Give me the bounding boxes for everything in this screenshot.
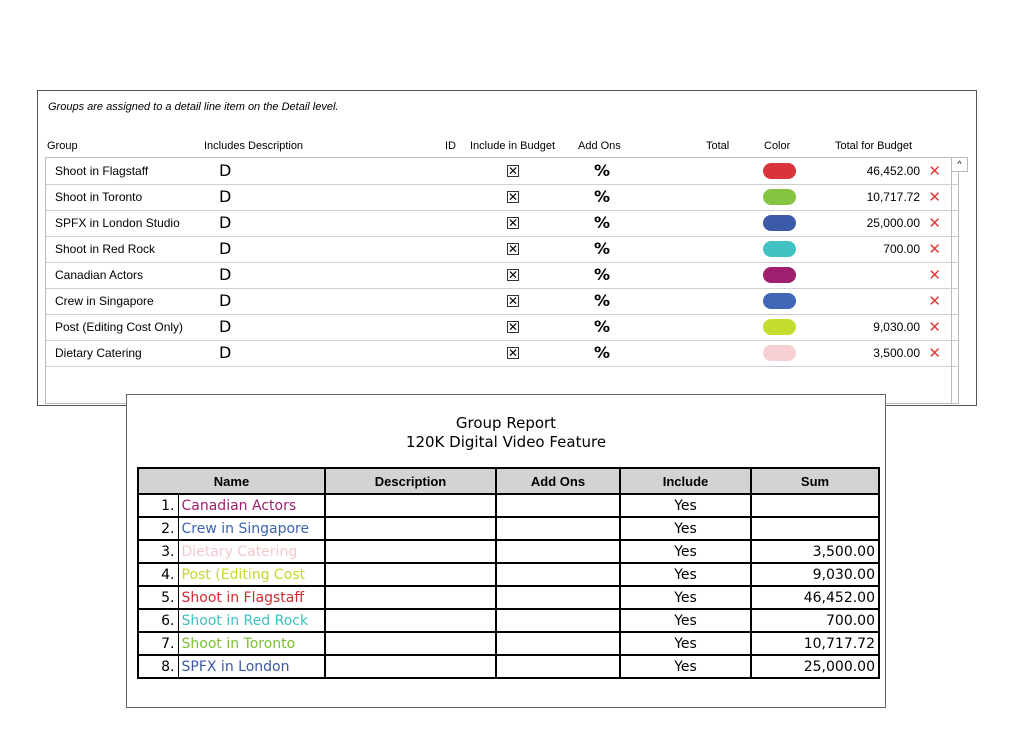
color-swatch[interactable] — [763, 163, 796, 179]
delete-icon[interactable]: ✕ — [928, 240, 941, 258]
report-description — [325, 517, 496, 540]
report-description — [325, 609, 496, 632]
header-total-for-budget[interactable]: Total for Budget — [835, 140, 913, 152]
report-row — [138, 655, 879, 678]
description-icon[interactable]: D — [219, 291, 232, 310]
color-swatch[interactable] — [763, 345, 796, 361]
report-add-ons — [496, 494, 620, 517]
include-in-budget-checkbox[interactable]: ✕ — [508, 294, 519, 308]
report-row — [138, 563, 879, 586]
description-icon[interactable]: D — [219, 317, 232, 336]
group-name[interactable]: Dietary Catering — [55, 346, 142, 360]
header-id[interactable]: ID — [445, 140, 456, 152]
group-name[interactable]: Canadian Actors — [55, 268, 144, 282]
include-in-budget-checkbox[interactable]: ✕ — [508, 242, 519, 256]
report-sum: 700.00 — [751, 609, 879, 632]
delete-icon[interactable]: ✕ — [928, 162, 941, 180]
group-row[interactable] — [46, 210, 958, 237]
color-swatch[interactable] — [763, 241, 796, 257]
description-icon[interactable]: D — [219, 343, 232, 362]
row-number: 4. — [138, 563, 178, 586]
description-icon[interactable]: D — [219, 265, 232, 284]
include-in-budget-checkbox[interactable]: ✕ — [508, 190, 519, 204]
header-color[interactable]: Color — [764, 140, 791, 152]
report-include: Yes — [620, 632, 751, 655]
row-number: 5. — [138, 586, 178, 609]
report-group-name: Dietary Catering — [178, 540, 325, 563]
color-swatch[interactable] — [763, 215, 796, 231]
report-add-ons — [496, 540, 620, 563]
report-subtitle: 120K Digital Video Feature — [405, 433, 607, 451]
report-add-ons — [496, 609, 620, 632]
report-row — [138, 586, 879, 609]
add-ons-percent-icon[interactable]: % — [594, 187, 611, 206]
description-icon[interactable]: D — [219, 213, 232, 232]
report-description — [325, 655, 496, 678]
report-add-ons — [496, 517, 620, 540]
row-number: 7. — [138, 632, 178, 655]
add-ons-percent-icon[interactable]: % — [594, 265, 611, 284]
total-for-budget-value: 46,452.00 — [866, 164, 920, 178]
report-header-add-ons: Add Ons — [496, 468, 620, 494]
report-group-name: Crew in Singapore — [178, 517, 325, 540]
add-ons-percent-icon[interactable]: % — [594, 343, 611, 362]
row-number: 1. — [138, 494, 178, 517]
groups-note: Groups are assigned to a detail line item on the Detail level. — [48, 101, 339, 113]
report-sum: 46,452.00 — [751, 586, 879, 609]
include-in-budget-checkbox[interactable]: ✕ — [508, 320, 519, 334]
report-row — [138, 609, 879, 632]
group-name[interactable]: Shoot in Toronto — [55, 190, 143, 204]
group-row[interactable] — [46, 158, 958, 185]
report-description — [325, 586, 496, 609]
groups-panel — [37, 90, 977, 406]
total-for-budget-value: 10,717.72 — [866, 190, 920, 204]
include-in-budget-checkbox[interactable]: ✕ — [508, 346, 519, 360]
group-name[interactable]: SPFX in London Studio — [55, 216, 180, 230]
group-row[interactable] — [46, 288, 958, 315]
report-include: Yes — [620, 563, 751, 586]
report-group-name: Shoot in Flagstaff — [178, 586, 325, 609]
row-number: 6. — [138, 609, 178, 632]
row-number: 3. — [138, 540, 178, 563]
delete-icon[interactable]: ✕ — [928, 188, 941, 206]
add-ons-percent-icon[interactable]: % — [594, 317, 611, 336]
include-in-budget-checkbox[interactable]: ✕ — [508, 268, 519, 282]
total-for-budget-value: 700.00 — [883, 242, 920, 256]
report-row — [138, 632, 879, 655]
add-ons-percent-icon[interactable]: % — [594, 161, 611, 180]
scroll-up-icon[interactable]: ^ — [951, 157, 968, 172]
report-include: Yes — [620, 494, 751, 517]
row-number: 8. — [138, 655, 178, 678]
report-include: Yes — [620, 540, 751, 563]
description-icon[interactable]: D — [219, 161, 232, 180]
report-row — [138, 540, 879, 563]
group-row[interactable] — [46, 340, 958, 367]
header-group[interactable]: Group — [47, 140, 78, 152]
report-title: Group Report — [455, 414, 557, 432]
add-ons-percent-icon[interactable]: % — [594, 291, 611, 310]
group-row[interactable] — [46, 236, 958, 263]
group-row[interactable] — [46, 184, 958, 211]
report-row — [138, 517, 879, 540]
report-include: Yes — [620, 586, 751, 609]
report-group-name: SPFX in London — [178, 655, 325, 678]
report-group-name: Canadian Actors — [178, 494, 325, 517]
include-in-budget-checkbox[interactable]: ✕ — [508, 164, 519, 178]
report-include: Yes — [620, 517, 751, 540]
report-description — [325, 494, 496, 517]
delete-icon[interactable]: ✕ — [928, 318, 941, 336]
group-name[interactable]: Post (Editing Cost Only) — [55, 320, 184, 334]
report-header-description: Description — [325, 468, 496, 494]
group-row[interactable] — [46, 314, 958, 341]
description-icon[interactable]: D — [219, 239, 232, 258]
report-add-ons — [496, 586, 620, 609]
report-group-name: Shoot in Toronto — [178, 632, 325, 655]
report-sum — [751, 494, 879, 517]
report-add-ons — [496, 655, 620, 678]
delete-icon[interactable]: ✕ — [928, 266, 941, 284]
header-include-in-budget[interactable]: Include in Budget — [470, 140, 556, 152]
description-icon[interactable]: D — [219, 187, 232, 206]
add-ons-percent-icon[interactable]: % — [594, 213, 611, 232]
report-add-ons — [496, 563, 620, 586]
group-report — [126, 394, 886, 708]
report-include: Yes — [620, 609, 751, 632]
report-sum: 9,030.00 — [751, 563, 879, 586]
total-for-budget-value: 25,000.00 — [866, 216, 920, 230]
header-total[interactable]: Total — [706, 140, 730, 152]
groups-grid — [45, 157, 959, 404]
color-swatch[interactable] — [763, 267, 796, 283]
total-for-budget-value: 3,500.00 — [873, 346, 920, 360]
group-row[interactable] — [46, 262, 958, 289]
header-includes-description[interactable]: Includes Description — [204, 140, 304, 152]
group-name[interactable]: Shoot in Flagstaff — [55, 164, 149, 178]
report-header-sum: Sum — [751, 468, 879, 494]
report-description — [325, 563, 496, 586]
vertical-scrollbar[interactable] — [951, 157, 969, 404]
row-number: 2. — [138, 517, 178, 540]
report-header-include: Include — [620, 468, 751, 494]
report-add-ons — [496, 632, 620, 655]
report-header-name: Name — [138, 468, 325, 494]
report-include: Yes — [620, 655, 751, 678]
add-ons-percent-icon[interactable]: % — [594, 239, 611, 258]
color-swatch[interactable] — [763, 319, 796, 335]
report-sum: 10,717.72 — [751, 632, 879, 655]
include-in-budget-checkbox[interactable]: ✕ — [508, 216, 519, 230]
report-table — [137, 467, 880, 679]
report-header-row — [138, 468, 879, 494]
report-sum: 25,000.00 — [751, 655, 879, 678]
header-add-ons[interactable]: Add Ons — [578, 140, 621, 152]
group-name[interactable]: Shoot in Red Rock — [55, 242, 156, 256]
group-name[interactable]: Crew in Singapore — [55, 294, 154, 308]
color-swatch[interactable] — [763, 293, 796, 309]
delete-icon[interactable]: ✕ — [928, 344, 941, 362]
total-for-budget-value: 9,030.00 — [873, 320, 920, 334]
delete-icon[interactable]: ✕ — [928, 214, 941, 232]
report-sum — [751, 517, 879, 540]
report-description — [325, 632, 496, 655]
report-description — [325, 540, 496, 563]
delete-icon[interactable]: ✕ — [928, 292, 941, 310]
report-sum: 3,500.00 — [751, 540, 879, 563]
report-group-name: Post (Editing Cost — [178, 563, 325, 586]
report-group-name: Shoot in Red Rock — [178, 609, 325, 632]
report-row — [138, 494, 879, 517]
color-swatch[interactable] — [763, 189, 796, 205]
